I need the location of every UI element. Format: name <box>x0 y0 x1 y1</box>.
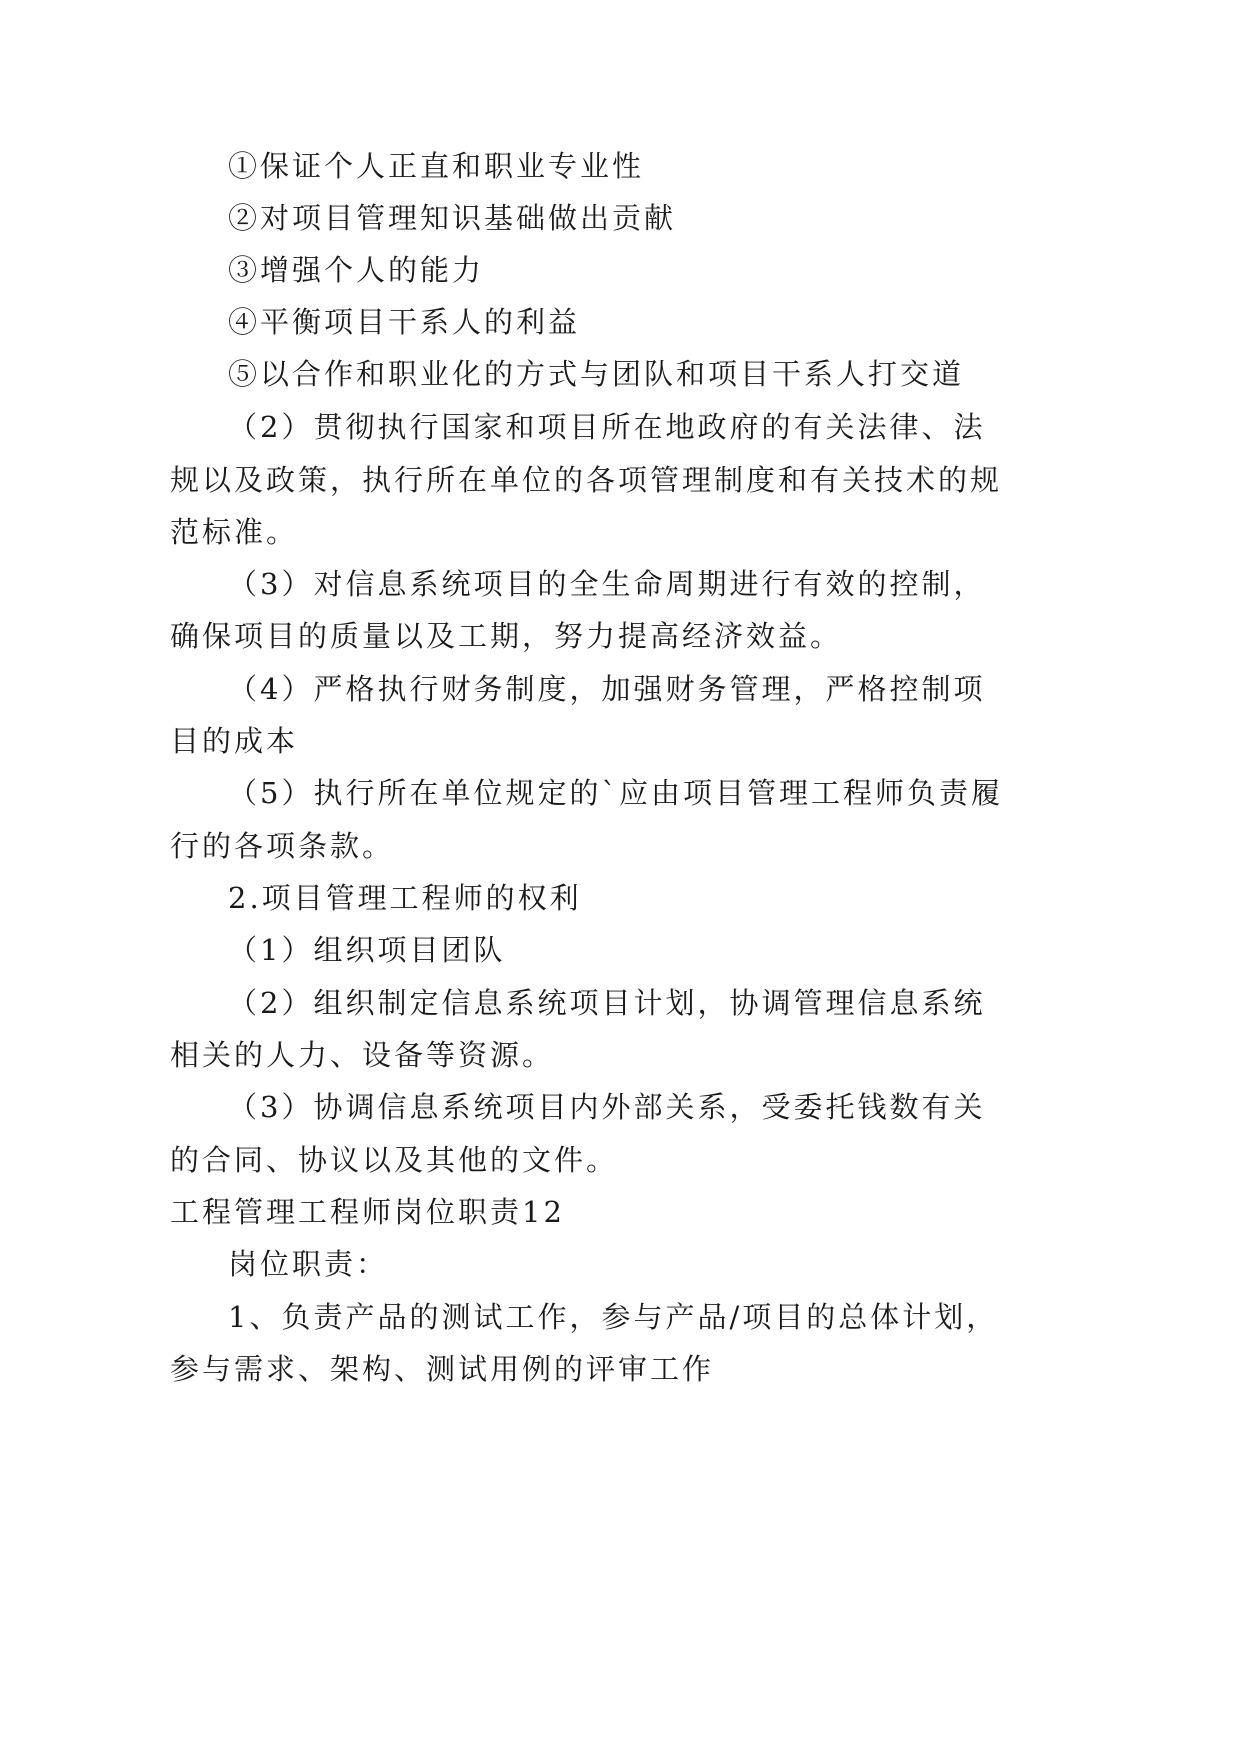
paragraph-2-line-1: （2）贯彻执行国家和项目所在地政府的有关法律、法 <box>228 410 986 444</box>
paragraph-5-line-1: （5）执行所在单位规定的`应由项目管理工程师负责履 <box>228 776 1003 810</box>
paragraph-3-line-2: 确保项目的质量以及工期，努力提高经济效益。 <box>170 619 843 653</box>
duties-label: 岗位职责： <box>228 1247 389 1281</box>
rights-item-2-line-1: （2）组织制定信息系统项目计划，协调管理信息系统 <box>228 986 986 1020</box>
duty-1-line-1: 1、负责产品的测试工作，参与产品/项目的总体计划， <box>228 1300 999 1334</box>
paragraph-3-line-1: （3）对信息系统项目的全生命周期进行有效的控制， <box>228 567 986 601</box>
paragraph-4-line-1: （4）严格执行财务制度，加强财务管理，严格控制项 <box>228 672 986 706</box>
duty-item-4: ④平衡项目干系人的利益 <box>228 305 581 339</box>
rights-item-2-line-2: 相关的人力、设备等资源。 <box>170 1038 555 1072</box>
duty-item-3: ③增强个人的能力 <box>228 253 485 287</box>
paragraph-2-line-2: 规以及政策，执行所在单位的各项管理制度和有关技术的规 <box>170 463 1003 497</box>
rights-item-1: （1）组织项目团队 <box>228 933 506 967</box>
section-heading-rights: 2.项目管理工程师的权利 <box>228 881 582 915</box>
duty-item-2: ②对项目管理知识基础做出贡献 <box>228 201 677 235</box>
duty-1-line-2: 参与需求、架构、测试用例的评审工作 <box>170 1352 715 1386</box>
duty-item-5: ⑤以合作和职业化的方式与团队和项目干系人打交道 <box>228 357 965 391</box>
rights-item-3-line-1: （3）协调信息系统项目内外部关系，受委托钱数有关 <box>228 1090 986 1124</box>
paragraph-4-line-2: 目的成本 <box>170 724 299 758</box>
paragraph-5-line-2: 行的各项条款。 <box>170 829 395 863</box>
section-title: 工程管理工程师岗位职责12 <box>170 1195 565 1229</box>
duty-item-1: ①保证个人正直和职业专业性 <box>228 149 645 183</box>
rights-item-3-line-2: 的合同、协议以及其他的文件。 <box>170 1143 619 1177</box>
paragraph-2-line-3: 范标准。 <box>170 515 299 549</box>
